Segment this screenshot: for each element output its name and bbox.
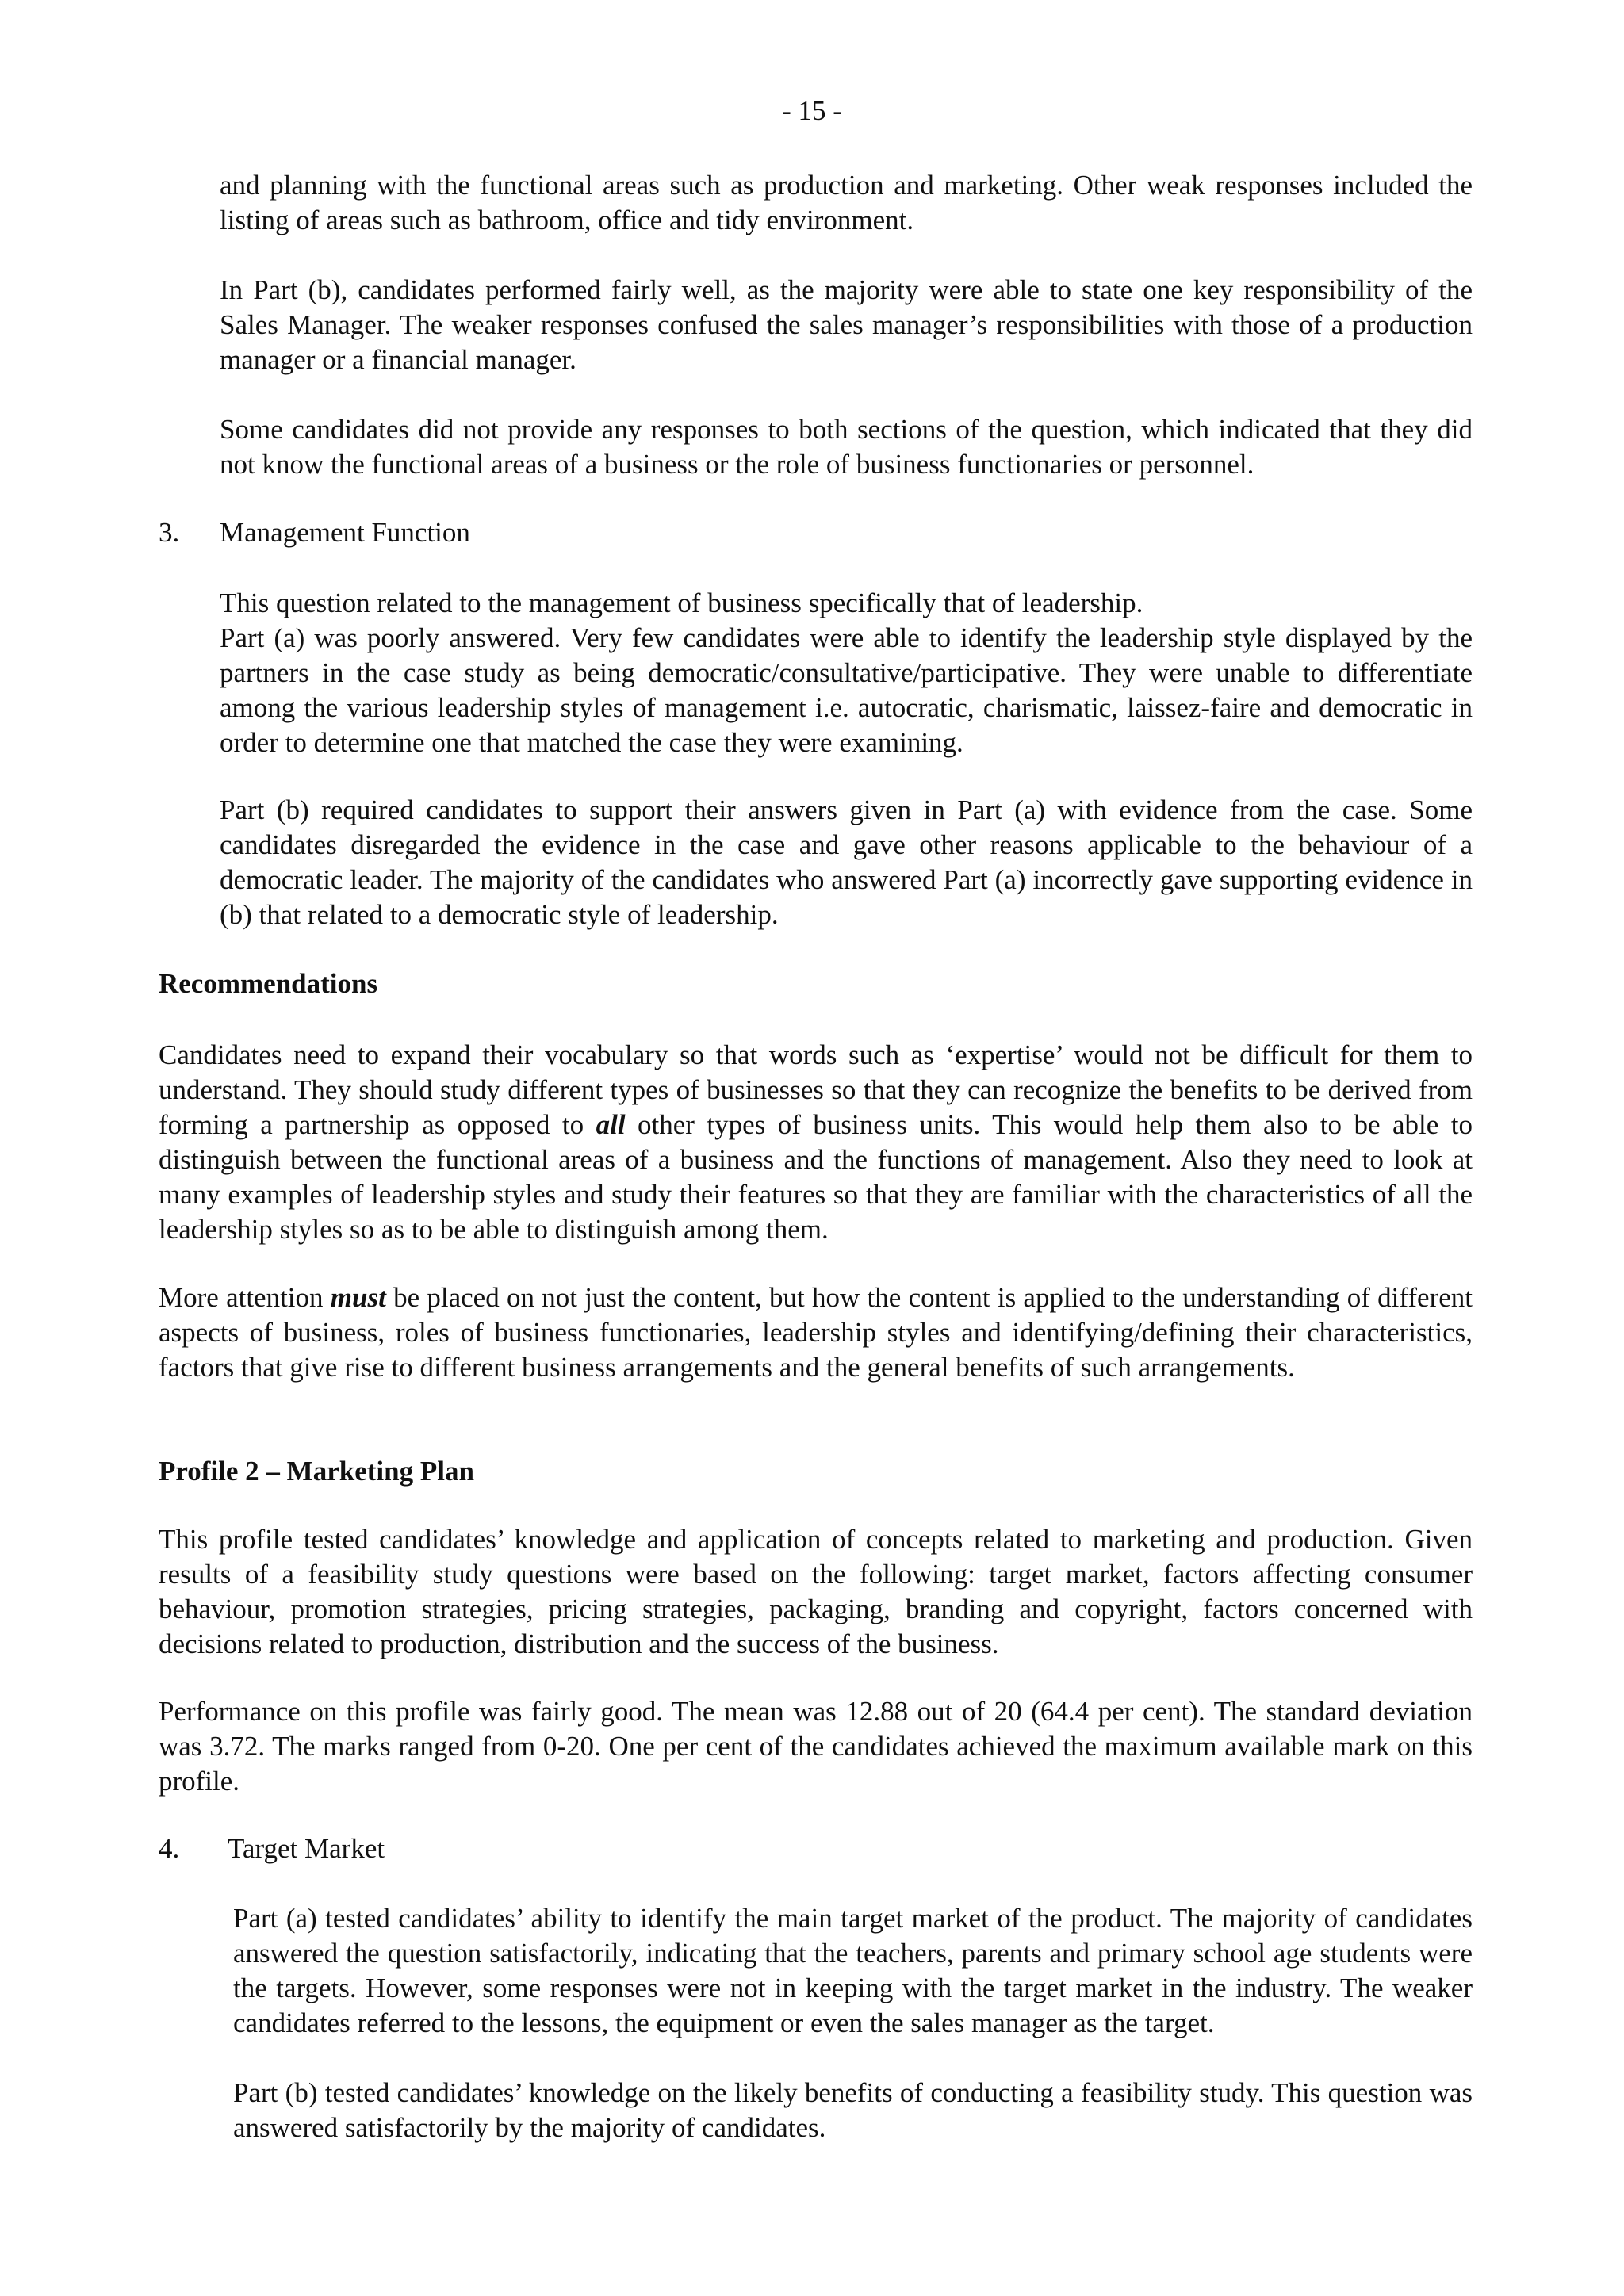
recommendations-text-2b: be placed on not just the content, but how the content is applied to the understanding of different aspects of business, roles of business functionaries, leadership styles and identifying/defining their characteristics, factors that give rise to different business arrangements and the general benefits of such arrangements. <box>159 1282 1473 1383</box>
intro-paragraph-1: and planning with the functional areas such as production and marketing. Other weak responses included the listing of areas such as bathroom, office and tidy environment. <box>220 170 1473 235</box>
question-4-number: 4. <box>159 1833 180 1864</box>
recommendations-paragraph-2 <box>159 1280 1473 1385</box>
recommendations-heading: Recommendations <box>159 968 378 999</box>
intro-paragraph-3: Some candidates did not provide any responses to both sections of the question, which indicated that they did not know the functional areas of a business or the role of business functionaries or personnel. <box>220 414 1473 480</box>
question-3-paragraph-2: Part (a) was poorly answered. Very few candidates were able to identify the leadership style displayed by the partners in the case study as being democratic/consultative/participative. They were unable to differentiate among the various leadership styles of management i.e. autocratic, charismatic, laissez-faire and democratic in order to determine one that matched the case they were examining. <box>220 622 1473 758</box>
question-3-number: 3. <box>159 517 180 548</box>
profile-2-paragraph-2: Performance on this profile was fairly good. The mean was 12.88 out of 20 (64.4 per cent). The standard deviation was 3.72. The marks ranged from 0-20. One per cent of the candidates achieved the maximum available mark on this profile. <box>159 1696 1473 1797</box>
question-3-paragraph-1: This question related to the management of business specifically that of leadership. <box>220 587 1143 618</box>
question-4-title: Target Market <box>228 1833 385 1864</box>
recommendations-text-1a: Candidates need to expand their vocabulary so that words such as ‘expertise’ would not be difficult for them to understand. They should study different types of businesses so that they can recognize the benefits to be derived from forming a partnership as opposed to <box>159 1039 1473 1140</box>
recommendations-emphasis-all: all <box>596 1109 626 1140</box>
recommendations-text-1b: other types of business units. This would help them also to be able to distinguish between the functional areas of a business and the functions of management. Also they need to look at many examples of leadership styles and study their features so that they are familiar with the characteristics of all the leadership styles so as to be able to distinguish among them. <box>159 1109 1473 1245</box>
question-3-title: Management Function <box>220 517 470 548</box>
recommendations-text-2a: More attention <box>159 1282 331 1313</box>
question-4-paragraph-2: Part (b) tested candidates’ knowledge on the likely benefits of conducting a feasibility study. This question was answered satisfactorily by the majority of candidates. <box>233 2077 1473 2143</box>
recommendations-emphasis-must: must <box>330 1282 386 1313</box>
intro-paragraph-2: In Part (b), candidates performed fairly well, as the majority were able to state one key responsibility of the Sales Manager. The weaker responses confused the sales manager’s responsibilities with those of a production manager or a financial manager. <box>220 274 1473 375</box>
question-4-paragraph-1: Part (a) tested candidates’ ability to identify the main target market of the product. The majority of candidates answered the question satisfactorily, indicating that the teachers, parents and primary school age students were the targets. However, some responses were not in keeping with the target market in the industry. The weaker candidates referred to the lessons, the equipment or even the sales manager as the target. <box>233 1903 1473 2038</box>
recommendations-paragraph-1 <box>159 1038 1473 1247</box>
page-number: - 15 - <box>782 95 842 126</box>
profile-2-heading: Profile 2 – Marketing Plan <box>159 1456 474 1487</box>
question-3-paragraph-3: Part (b) required candidates to support their answers given in Part (a) with evidence from the case. Some candidates disregarded the evidence in the case and gave other reasons applicable to the behaviour of a democratic leader. The majority of the candidates who answered Part (a) incorrectly gave supporting evidence in (b) that related to a democratic style of leadership. <box>220 794 1473 930</box>
profile-2-paragraph-1: This profile tested candidates’ knowledge and application of concepts related to marketing and production. Given results of a feasibility study questions were based on the following: target market, factors affecting consumer behaviour, promotion strategies, pricing strategies, packaging, branding and copyright, factors concerned with decisions related to production, distribution and the success of the business. <box>159 1524 1473 1659</box>
